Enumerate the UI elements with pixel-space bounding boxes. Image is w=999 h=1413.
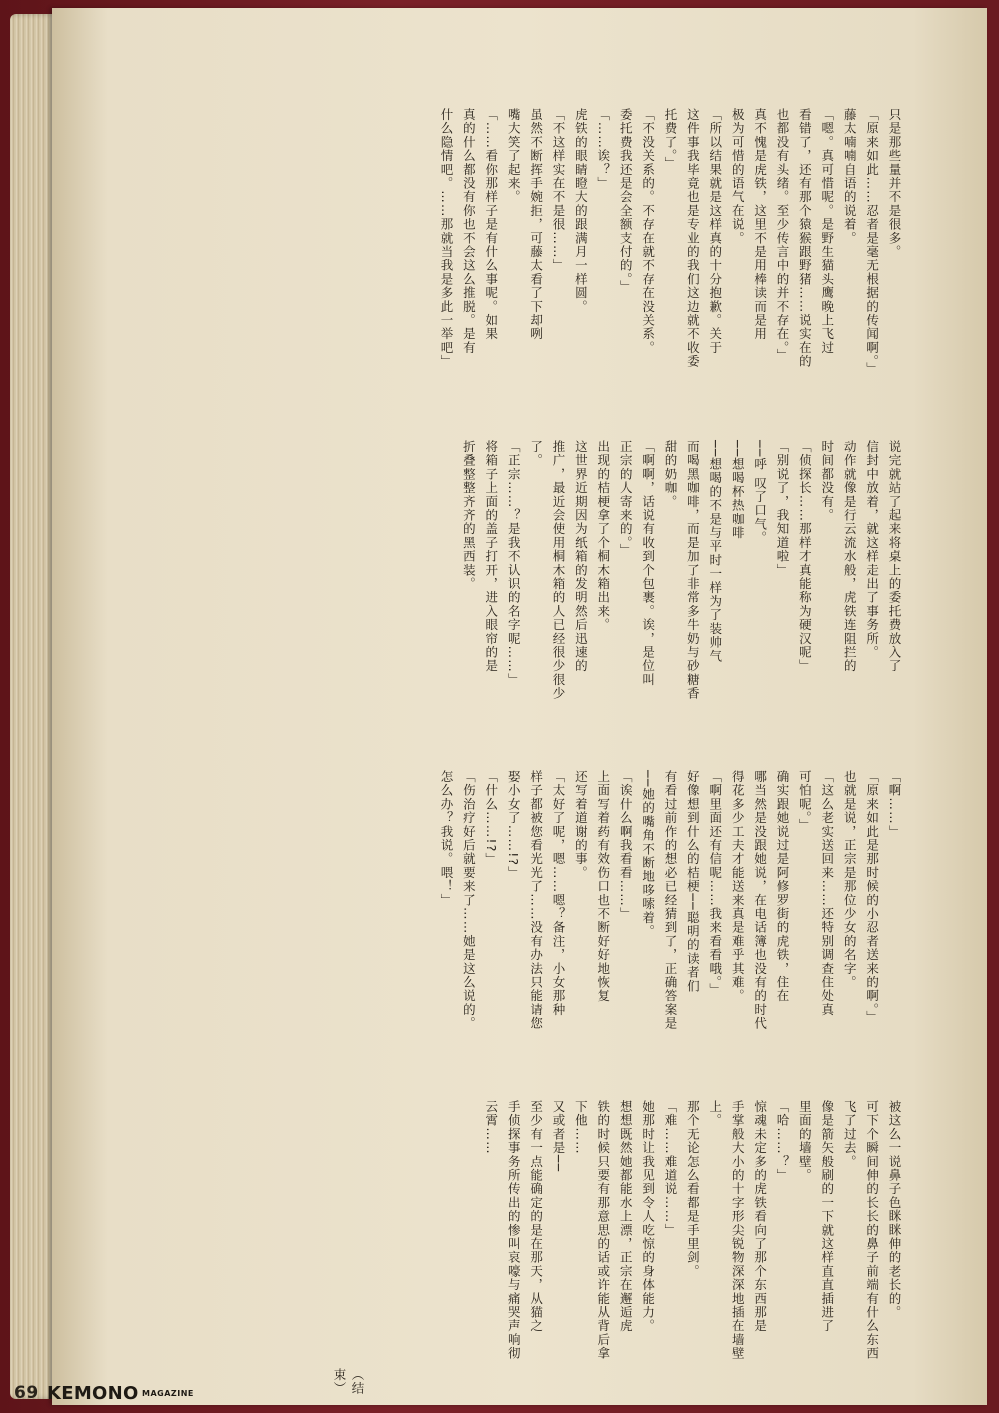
text-column: 得花多少工夫才能送来真是难乎其难。 [730,770,746,1003]
text-column: 被这么一说鼻子色眯眯伸的老长的。 [887,1100,902,1320]
text-column: 那个无论怎么看都是手里剑。 [685,1100,701,1279]
text-column: 可怕呢。」 [797,770,813,833]
text-column: 里面的墙壁。 [797,1100,813,1183]
text-column: ──想喝杯热咖啡 [730,440,746,540]
page-edges [10,14,56,1399]
text-column: 「嗯。真可惜呢。是野生猫头鹰晚上飞过 [819,108,835,355]
text-column: 信封中放着，就这样走出了事务所。 [864,440,880,660]
text-column: 折叠整整齐齐的黑西装。 [461,440,477,591]
text-column: 「这么老实送回来……还特别调查住处真 [819,770,835,1017]
text-column: 想想既然她都能水上漂，正宗在邂逅虎 [618,1100,634,1333]
text-column: 而喝黑咖啡，而是加了非常多牛奶与砂糖香 [685,440,701,701]
text-column: 至少有一点能确定的是在那天，从猫之 [528,1100,544,1333]
text-column: 「啊啊，话说有收到个包裹。诶，是位叫 [640,440,656,687]
text-column: 上面写着药有效伤口也不断好好地恢复 [595,770,611,1003]
text-column: 虽然不断挥手婉拒，可藤太看了下却咧 [528,108,544,341]
text-column: 像是箭矢般刷的一下就这样直直插进了 [819,1100,835,1333]
text-column: 也都没有头绪。至少传言中的并不存在。」 [775,108,790,363]
text-column: ──呼 叹了口气。 [752,440,768,545]
text-column: 看错了，还有那个猿猴跟野猪……说实在的 [797,108,813,369]
text-column: 「……看你那样子是有什么事呢。如果 [483,108,499,341]
text-column: 委托费我还是会全额支付的。」 [618,108,634,294]
text-column: 「太好了呢，嗯……嗯？备注，小女那种 [551,770,566,1017]
text-column: 哪当然是没跟她说，在电话簿也没有的时代 [752,770,768,1031]
text-column: 「哈……？」 [775,1100,790,1183]
text-column: 上。 [707,1100,723,1128]
text-column: ──她的嘴角不断地哆嗦着。 [640,770,656,939]
text-column: 「正宗……？是我不认识的名字呢……」 [506,440,522,687]
text-column: 这件事我毕竟也是专业的我们这边就不收委 [685,108,701,369]
text-column: 正宗的人寄来的。」 [618,440,634,558]
text-column: 「不这样实在不是很……」 [551,108,566,273]
magazine-logo: KEMONO [47,1383,139,1404]
text-column: 说完就站了起来将桌上的委托费放入了 [887,440,902,673]
text-column: 好像想到什么的桔梗──聪明的读者们 [685,770,701,993]
text-column: 也就是说，正宗是那位少女的名字。 [842,770,858,990]
text-column: 她那时让我见到令人吃惊的身体能力。 [640,1100,656,1333]
text-column: 「难……难道说……」 [663,1100,678,1237]
text-column: 出现的桔梗拿了个桐木箱出来。 [595,440,611,632]
text-column: 托费了。」 [663,108,678,171]
text-column: 甜的奶咖。 [663,440,678,509]
magazine-logo-sub: MAGAZINE [142,1389,194,1398]
text-column: 下他…… [573,1100,589,1155]
text-column: 将箱子上面的盖子打开，进入眼帘的是 [483,440,499,673]
text-column: 藤太喃喃自语的说着。 [842,108,858,245]
text-column: 「诶什么啊我看看……」 [618,770,634,921]
text-column: 怎么办？我说。喂！」 [439,770,454,907]
text-column: 「伤治疗好后就要来了……她是这么说的。 [461,770,477,1031]
text-column: 时间都没有。 [819,440,835,523]
text-column: 真不愧是虎铁，这里不是用棒读而是用 [752,108,768,341]
text-column: 极为可惜的语气在说。 [730,108,746,245]
text-column: 还写着道谢的事。 [573,770,589,880]
text-column: 嘴大笑了起来。 [506,108,522,204]
text-column: 手侦探事务所传出的惨叫哀嚎与痛哭声响彻 [506,1100,522,1361]
text-column: ──想喝的不是与平时一样为了装帅气 [707,440,723,663]
text-column: 动作就像是行云流水般，虎铁连阻拦的 [842,440,858,673]
text-column: 什么隐情吧。……那就当我是多此一举吧」 [439,108,454,369]
text-column: 这世界近期因为纸箱的发明然后迅速的 [573,440,589,673]
text-column: 娶小女了……!?」 [506,770,522,880]
text-column: 可下个瞬间伸的长长的鼻子前端有什么东西 [864,1100,880,1361]
text-column: 虎铁的眼睛瞪大的跟满月一样圆。 [573,108,589,314]
text-column: 推广，最近会使用桐木箱的人已经很少很少 [551,440,566,701]
text-column: 确实跟她说过是阿修罗街的虎铁，住在 [775,770,790,1003]
text-column: 样子都被您看光光了……没有办法只能请您 [528,770,544,1031]
text-column: 「不没关系的。不存在就不存在没关系。 [640,108,656,355]
text-column: 了。 [528,440,544,468]
text-column: 「原来如此……忍者是毫无根据的传闻啊。」 [864,108,880,376]
page-number: 69 [14,1383,39,1403]
text-column: 「所以结果就是这样真的十分抱歉。关于 [707,108,723,355]
text-column: 「……诶？」 [595,108,611,191]
text-column: 「侦探长……那样才真能称为硬汉呢」 [797,440,813,673]
end-mark: （结束） [332,1368,365,1396]
text-column: 飞了过去。 [842,1100,858,1169]
text-column: 「什么……!?」 [483,770,499,867]
text-column: 云霄…… [483,1100,499,1155]
text-column: 铁的时候只要有那意思的话或许能从背后拿 [595,1100,611,1361]
text-column: 「啊……」 [887,770,902,839]
text-column: 真的什么都没有你也不会这么推脱。是有 [461,108,477,355]
text-column: 「啊里面还有信呢……我来看看哦。」 [707,770,723,997]
text-column: 手掌般大小的十字形尖锐物深深地插在墙壁 [730,1100,746,1361]
text-column: 「原来如此是那时候的小忍者送来的啊。」 [864,770,880,1025]
text-column: 「别说了，我知道啦」 [775,440,790,577]
text-column: 有看过前作的想必已经猜到了，正确答案是 [663,770,678,1031]
text-column: 只是那些量并不是很多。 [887,108,902,259]
text-column: 惊魂未定多的虎铁看向了那个东西那是 [752,1100,768,1333]
text-column: 又或者是── [551,1100,566,1173]
